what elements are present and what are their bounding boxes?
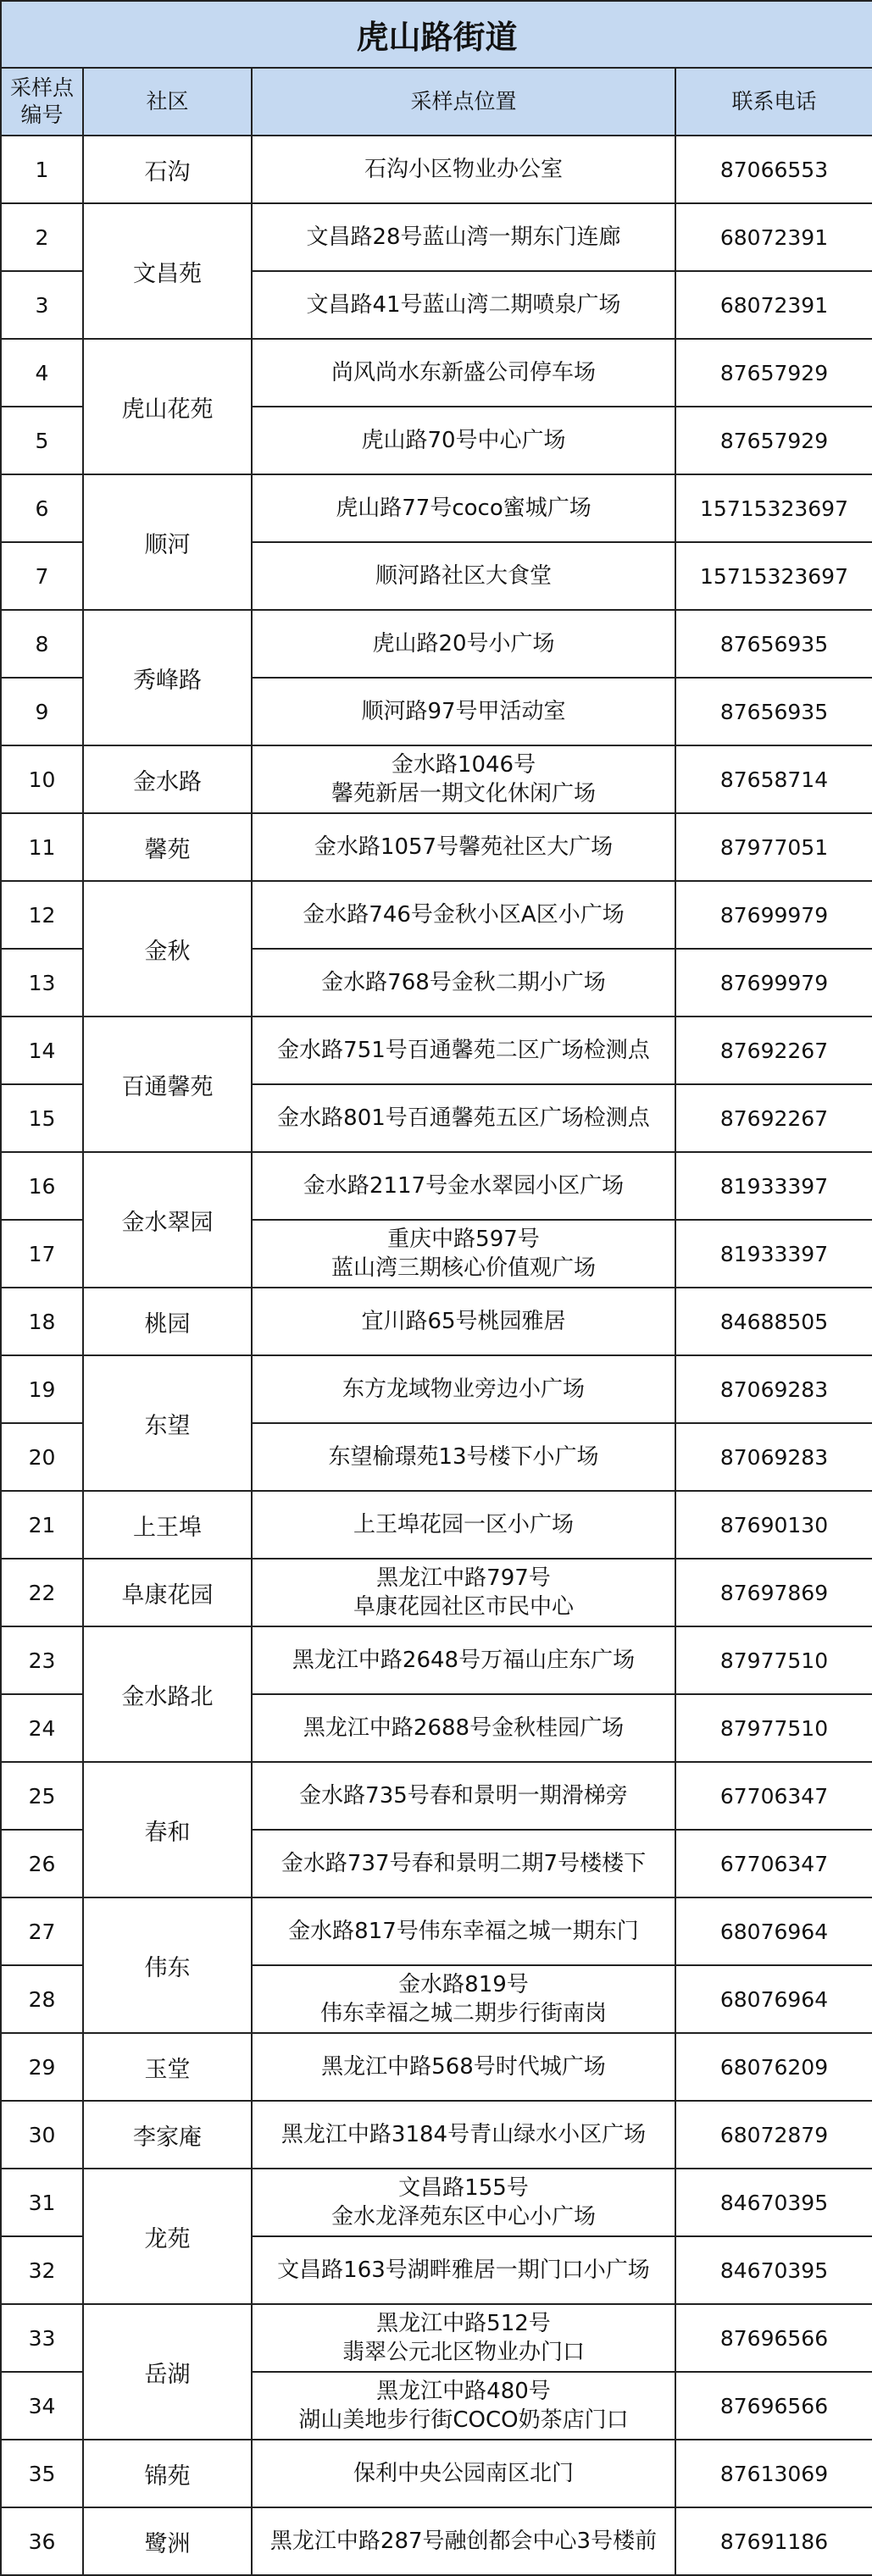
table-row [1,1288,872,1355]
table-row [1,1626,872,1694]
site-location-line: 黑龙江中路3184号青山绿水小区广场 [280,2122,647,2147]
site-location [252,474,675,542]
contact-phone: 87692267 [675,1017,872,1084]
site-location [252,1423,675,1491]
site-location-line: 黑龙江中路480号 [376,2379,551,2404]
table-row [1,2304,872,2372]
community-name: 锦苑 [83,2440,252,2507]
site-location [252,136,675,203]
site-location-line: 东望榆璟苑13号楼下小广场 [328,1444,599,1470]
table-row [1,2169,872,2236]
contact-phone: 87977510 [675,1694,872,1762]
site-location [252,2169,675,2236]
community-name: 虎山花苑 [83,339,252,474]
community-name: 百通馨苑 [83,1017,252,1152]
site-location [252,407,675,474]
contact-phone: 87657929 [675,407,872,474]
site-location [252,1762,675,1830]
site-location [252,1626,675,1694]
site-location [252,1830,675,1897]
table-row [1,1017,872,1084]
site-location-line: 馨苑新居一期文化休闲广场 [330,781,596,806]
site-number: 26 [1,1830,83,1897]
site-location [252,1152,675,1220]
contact-phone: 87656935 [675,678,872,745]
site-number: 27 [1,1897,83,1965]
site-location [252,1897,675,1965]
site-number: 1 [1,136,83,203]
site-number: 19 [1,1355,83,1423]
site-location [252,949,675,1017]
site-location [252,1355,675,1423]
contact-phone: 84670395 [675,2169,872,2236]
site-location-line: 文昌路28号蓝山湾一期东门连廊 [306,224,621,250]
site-number: 11 [1,813,83,881]
community-name: 阜康花园 [83,1559,252,1626]
site-location [252,1559,675,1626]
community-name: 鹭洲 [83,2507,252,2575]
table-row [1,2440,872,2507]
contact-phone: 68072391 [675,203,872,271]
site-number: 18 [1,1288,83,1355]
site-location-line: 蓝山湾三期核心价值观广场 [330,1255,596,1281]
contact-phone: 84688505 [675,1288,872,1355]
table-row [1,1355,872,1423]
site-number: 7 [1,542,83,610]
site-location-line: 金水路737号春和景明二期7号楼楼下 [280,1851,647,1876]
community-name: 馨苑 [83,813,252,881]
community-name: 石沟 [83,136,252,203]
contact-phone: 87977051 [675,813,872,881]
site-number: 2 [1,203,83,271]
site-location-line: 金水路819号 [398,1972,529,1997]
table-row [1,203,872,271]
site-number: 24 [1,1694,83,1762]
site-number: 3 [1,271,83,339]
site-number: 28 [1,1965,83,2033]
contact-phone: 87696566 [675,2304,872,2372]
header-phone: 联系电话 [675,68,872,136]
site-number: 16 [1,1152,83,1220]
site-location-line: 金水龙泽苑东区中心小广场 [330,2204,596,2230]
site-location-line: 湖山美地步行街COCO奶茶店门口 [298,2407,629,2433]
site-location [252,2507,675,2575]
site-location-line: 金水路751号百通馨苑二区广场检测点 [277,1038,650,1063]
site-number: 36 [1,2507,83,2575]
table-row [1,339,872,407]
site-number: 23 [1,1626,83,1694]
site-location-line: 阜康花园社区市民中心 [353,1594,574,1620]
contact-phone: 87069283 [675,1423,872,1491]
site-location [252,1017,675,1084]
header-community: 社区 [83,68,252,136]
site-number: 21 [1,1491,83,1559]
site-location-line: 尚风尚水东新盛公司停车场 [330,360,596,385]
site-location-line: 黑龙江中路2688号金秋桂园广场 [303,1715,625,1741]
contact-phone: 15715323697 [675,474,872,542]
site-location-line: 黑龙江中路2648号万福山庄东广场 [292,1648,636,1673]
site-location [252,2304,675,2372]
site-location-line: 重庆中路597号 [387,1227,540,1252]
site-location-line: 顺河路97号甲活动室 [361,699,566,724]
site-location-line: 文昌路155号 [398,2175,529,2201]
contact-phone: 87690130 [675,1491,872,1559]
site-location [252,2440,675,2507]
site-location-line: 黑龙江中路568号时代城广场 [321,2054,606,2080]
site-location [252,813,675,881]
table-row [1,1152,872,1220]
community-name: 上王埠 [83,1491,252,1559]
community-name: 金秋 [83,881,252,1017]
contact-phone: 87977510 [675,1626,872,1694]
site-number: 20 [1,1423,83,1491]
contact-phone: 68076209 [675,2033,872,2101]
table-row [1,2507,872,2575]
site-number: 30 [1,2101,83,2169]
table-row [1,2101,872,2169]
contact-phone: 87657929 [675,339,872,407]
site-number: 9 [1,678,83,745]
contact-phone: 67706347 [675,1762,872,1830]
contact-phone: 68076964 [675,1897,872,1965]
site-location-line: 文昌路41号蓝山湾二期喷泉广场 [306,292,621,318]
contact-phone: 68076964 [675,1965,872,2033]
site-location-line: 伟东幸福之城二期步行街南岗 [319,2001,607,2026]
table-row [1,136,872,203]
contact-phone: 87066553 [675,136,872,203]
contact-phone: 67706347 [675,1830,872,1897]
site-number: 14 [1,1017,83,1084]
site-location-line: 石沟小区物业办公室 [364,157,563,182]
site-location [252,881,675,949]
site-location [252,745,675,813]
table-row [1,1762,872,1830]
site-location-line: 金水路801号百通馨苑五区广场检测点 [277,1105,650,1131]
contact-phone: 68072391 [675,271,872,339]
site-number: 17 [1,1220,83,1288]
contact-phone: 84670395 [675,2236,872,2304]
table-body [1,136,872,2575]
site-location [252,203,675,271]
site-location [252,2101,675,2169]
community-name: 金水路北 [83,1626,252,1762]
community-name: 伟东 [83,1897,252,2033]
site-location [252,1491,675,1559]
site-location-line: 金水路735号春和景明一期滑梯旁 [299,1783,628,1809]
table-row [1,1559,872,1626]
site-number: 12 [1,881,83,949]
table-row [1,745,872,813]
site-number: 6 [1,474,83,542]
site-location-line: 金水路1046号 [391,752,536,778]
site-location [252,339,675,407]
table-row [1,813,872,881]
site-location-line: 翡翠公元北区物业办门口 [342,2340,585,2365]
contact-phone: 87691186 [675,2507,872,2575]
contact-phone: 87658714 [675,745,872,813]
table-row [1,474,872,542]
site-location-line: 金水路746号金秋小区A区小广场 [303,902,625,928]
site-location-line: 上王埠花园一区小广场 [353,1512,574,1537]
contact-phone: 68072879 [675,2101,872,2169]
site-location [252,2236,675,2304]
site-number: 31 [1,2169,83,2236]
contact-phone: 87696566 [675,2372,872,2440]
site-number: 15 [1,1084,83,1152]
table-row [1,1897,872,1965]
site-location-line: 宜川路65号桃园雅居 [361,1309,566,1334]
site-location-line: 黑龙江中路287号融创都会中心3号楼前 [269,2529,658,2554]
community-name: 龙苑 [83,2169,252,2304]
table-row [1,2033,872,2101]
site-number: 22 [1,1559,83,1626]
community-name: 文昌苑 [83,203,252,339]
site-location [252,1084,675,1152]
site-location-line: 虎山路77号coco蜜城广场 [336,496,592,521]
site-location [252,271,675,339]
site-location [252,1288,675,1355]
contact-phone: 81933397 [675,1220,872,1288]
contact-phone: 87699979 [675,949,872,1017]
contact-phone: 87699979 [675,881,872,949]
site-location-line: 黑龙江中路512号 [376,2311,551,2336]
site-location-line: 虎山路20号小广场 [372,631,555,656]
site-number: 5 [1,407,83,474]
site-number: 4 [1,339,83,407]
site-location [252,1220,675,1288]
community-name: 李家庵 [83,2101,252,2169]
table-row [1,881,872,949]
site-location [252,610,675,678]
site-location-line: 金水路817号伟东幸福之城一期东门 [288,1919,639,1944]
site-location-line: 金水路1057号馨苑社区大广场 [314,834,614,860]
site-number: 32 [1,2236,83,2304]
site-location [252,1965,675,2033]
contact-phone: 15715323697 [675,542,872,610]
site-location-line: 文昌路163号湖畔雅居一期门口小广场 [277,2257,650,2283]
community-name: 金水路 [83,745,252,813]
site-location-line: 黑龙江中路797号 [376,1565,551,1591]
table-row [1,1491,872,1559]
site-number: 10 [1,745,83,813]
community-name: 春和 [83,1762,252,1897]
site-location-line: 顺河路社区大食堂 [375,563,552,589]
contact-phone: 81933397 [675,1152,872,1220]
site-number: 25 [1,1762,83,1830]
site-location-line: 金水路2117号金水翠园小区广场 [303,1173,625,1199]
community-name: 岳湖 [83,2304,252,2440]
community-name: 金水翠园 [83,1152,252,1288]
site-location [252,542,675,610]
site-location [252,2033,675,2101]
site-location [252,2372,675,2440]
header-row [1,68,872,136]
site-location-line: 保利中央公园南区北门 [353,2461,574,2486]
contact-phone: 87692267 [675,1084,872,1152]
site-location [252,1694,675,1762]
site-number: 33 [1,2304,83,2372]
community-name: 东望 [83,1355,252,1491]
page-title: 虎山路街道 [1,1,872,68]
community-name: 桃园 [83,1288,252,1355]
community-name: 顺河 [83,474,252,610]
site-number: 29 [1,2033,83,2101]
site-number: 13 [1,949,83,1017]
site-location [252,678,675,745]
contact-phone: 87656935 [675,610,872,678]
header-number-line1: 采样点 [9,75,74,100]
site-location-line: 虎山路70号中心广场 [361,428,566,453]
header-number [1,68,83,136]
header-location: 采样点位置 [252,68,675,136]
site-number: 8 [1,610,83,678]
community-name: 秀峰路 [83,610,252,745]
site-number: 34 [1,2372,83,2440]
site-location-line: 金水路768号金秋二期小广场 [321,970,606,995]
contact-phone: 87069283 [675,1355,872,1423]
contact-phone: 87697869 [675,1559,872,1626]
site-number: 35 [1,2440,83,2507]
contact-phone: 87613069 [675,2440,872,2507]
table-row [1,610,872,678]
header-number-line2: 编号 [20,102,64,127]
community-name: 玉堂 [83,2033,252,2101]
site-location-line: 东方龙域物业旁边小广场 [342,1377,585,1402]
